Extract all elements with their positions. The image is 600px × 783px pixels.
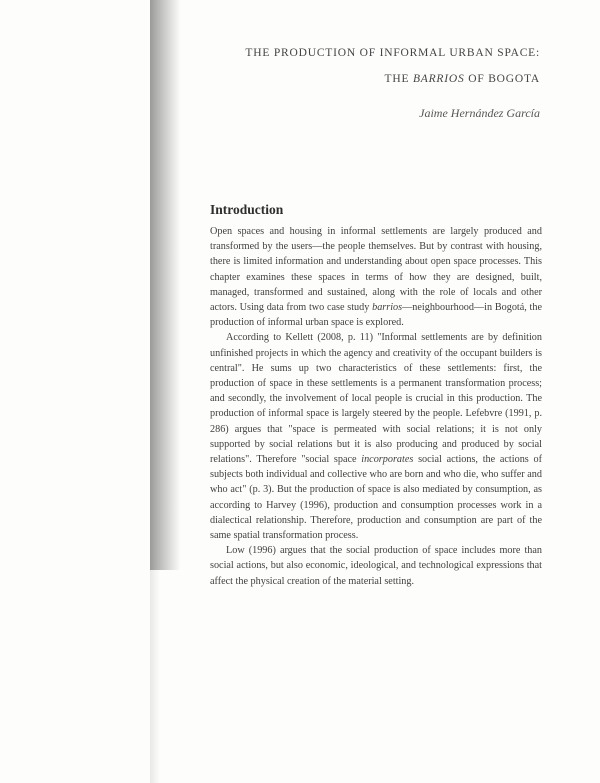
chapter-body xyxy=(210,202,542,589)
paragraph-2-emphasis: incorporates xyxy=(361,454,414,466)
title-suffix: OF BOGOTA xyxy=(464,73,540,85)
author-name: Jaime Hernández García xyxy=(419,106,540,120)
paragraph-1-text-a: Open spaces and housing in informal settlements are largely produced and transformed by the users—the people themselves. But by contrast with housing, there is limited information and understanding about open space processes. This chapter examines these spaces in terms of how they are designed, built, managed, transformed and sustained, along with the role of locals and other actors. Using data from two case study xyxy=(210,226,542,314)
chapter-title-line-1: THE PRODUCTION OF INFORMAL URBAN SPACE: xyxy=(245,47,540,59)
paragraph-1 xyxy=(210,224,542,330)
paragraph-2-text-a: According to Kellett (2008, p. 11) "Informal settlements are by definition unfinished projects in which the agency and creativity of the occupant builders is central". He sums up two characteristics of these settlements: first, the production of space in these settlements is a permanent transformation process; and secondly, the involvement of local people is crucial in this production. The production of informal space is largely steered by the people. Lefebvre (1991, p. 286) argues that "space is permeated with social relations; it is not only supported by social relations but it is also producing and produced by social relations". Therefore "social space xyxy=(210,332,542,466)
scan-binding-shadow xyxy=(150,0,180,570)
scan-binding-shadow-lower xyxy=(150,570,160,783)
chapter-title-line-2 xyxy=(200,72,540,86)
paragraph-2-text-b: social actions, the actions of subjects both individual and collective who are born and who die, who suffer and who act" (p. 3). But the production of space is also mediated by consumption, as according to Harvey (1996), production and consumption processes work in a dialectical relationship. Therefore, production and consumption are part of the same spatial transformation process. xyxy=(210,454,542,542)
paragraph-3 xyxy=(210,543,542,589)
paragraph-3-text: Low (1996) argues that the social production of space includes more than social actions, but also economic, ideological, and technological expressions that affect the physical creation of the material setting. xyxy=(210,545,542,587)
section-heading: Introduction xyxy=(210,202,284,217)
title-emphasis: BARRIOS xyxy=(412,73,465,85)
paragraph-1-emphasis: barrios xyxy=(372,302,403,314)
paragraph-2 xyxy=(210,330,542,543)
title-prefix: THE xyxy=(384,73,413,85)
paragraph-1-text-b: —neighbourhood—in Bogotá, the production of informal urban space is explored. xyxy=(210,302,543,329)
chapter-header xyxy=(200,46,540,120)
